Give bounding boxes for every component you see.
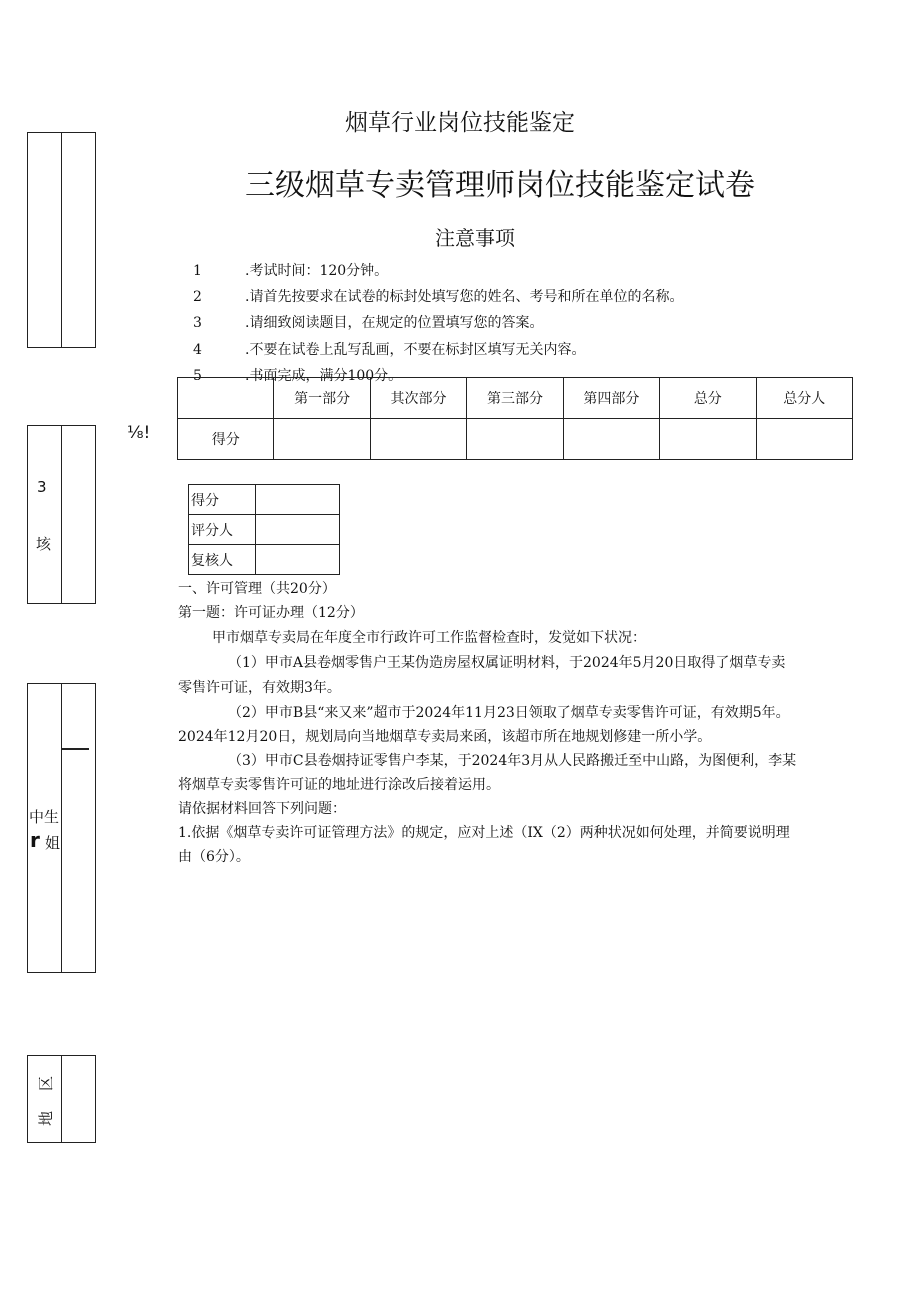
grader-cell[interactable] <box>256 545 340 575</box>
score-cell[interactable] <box>563 419 659 460</box>
score-row-label: 得分 <box>178 419 274 460</box>
binding-text-3: 3 <box>37 478 47 496</box>
binding-divider <box>61 684 62 972</box>
score-header-cell: 总分人 <box>756 378 852 419</box>
binding-text-di: 地 <box>37 1110 56 1127</box>
item-2-line-1: （2）甲市B县“来又来”超市于2024年11月23日领取了烟草专卖零售许可证，有效期5年。 <box>228 705 790 721</box>
binding-underline <box>61 748 89 750</box>
score-cell[interactable] <box>467 419 563 460</box>
binding-text-zhongsheng: 中生 <box>29 808 60 826</box>
notice-text: .请细致阅读题目，在规定的位置填写您的答案。 <box>245 315 544 331</box>
score-cell[interactable] <box>756 419 852 460</box>
score-header-cell <box>178 378 274 419</box>
question-1-line-1: 1.依据《烟草专卖许可证管理方法》的规定，应对上述（IX（2）两种状况如何处理，并简要说明理 <box>178 825 790 841</box>
item-1-line-2: 零售许可证，有效期3年。 <box>178 680 341 696</box>
score-cell[interactable] <box>660 419 756 460</box>
notice-num: 1 <box>193 263 202 279</box>
notice-text: .不要在试卷上乱写乱画，不要在标封区填写无关内容。 <box>245 342 586 358</box>
question-1-line-2: 由（6分）。 <box>178 849 250 865</box>
notice-text: .考试时间：120分钟。 <box>245 263 389 279</box>
score-table <box>177 377 853 460</box>
binding-text-r: r <box>30 828 40 852</box>
score-header-cell: 第一部分 <box>274 378 370 419</box>
score-side-mark: ⅛! <box>127 423 151 443</box>
notice-num: 2 <box>193 289 202 305</box>
notice-num: 4 <box>193 342 202 358</box>
section-title: 一、许可管理（共20分） <box>178 581 336 597</box>
question-intro: 甲市烟草专卖局在年度全市行政许可工作监督检查时，发觉如下状况： <box>212 630 646 646</box>
item-1-line-1: （1）甲市A县卷烟零售户王某伪造房屋权属证明材料，于2024年5月20日取得了烟草专卖 <box>228 655 786 671</box>
answer-prompt: 请依据材料回答下列问题： <box>178 801 346 817</box>
item-2-line-2: 2024年12月20日，规划局向当地烟草专卖局来函，该超市所在地规划修建一所小学。 <box>178 729 712 745</box>
notice-num: 3 <box>193 315 202 331</box>
grader-label: 得分 <box>189 485 256 515</box>
grader-label: 复核人 <box>189 545 256 575</box>
item-3-line-2: 将烟草专卖零售许可证的地址进行涂改后接着运用。 <box>178 777 500 793</box>
exam-title: 三级烟草专卖管理师岗位技能鉴定试卷 <box>245 168 755 203</box>
binding-text-qu: 区 <box>37 1075 56 1092</box>
score-cell[interactable] <box>370 419 466 460</box>
score-header-cell: 第四部分 <box>563 378 659 419</box>
grader-table <box>188 484 340 575</box>
binding-text-gai: 垓 <box>36 535 52 553</box>
notice-num: 5 <box>193 368 202 384</box>
score-header-cell: 总分 <box>660 378 756 419</box>
org-title: 烟草行业岗位技能鉴定 <box>345 110 575 136</box>
binding-divider <box>61 426 62 603</box>
score-header-cell: 第三部分 <box>467 378 563 419</box>
score-cell[interactable] <box>274 419 370 460</box>
notice-text: .请首先按要求在试卷的标封处填写您的姓名、考号和所在单位的名称。 <box>245 289 684 305</box>
score-header-cell: 其次部分 <box>370 378 466 419</box>
binding-box-2 <box>27 425 96 604</box>
notice-heading: 注意事项 <box>435 226 515 250</box>
binding-box-4 <box>27 1055 96 1143</box>
notice-text: .书面完成，满分100分。 <box>245 368 403 384</box>
item-3-line-1: （3）甲市C县卷烟持证零售户李某，于2024年3月从人民路搬迁至中山路，为图便利，李某 <box>228 753 797 769</box>
binding-divider <box>61 1056 62 1142</box>
binding-text-jie: 姐 <box>45 834 61 852</box>
question-title: 第一题：许可证办理（12分） <box>178 605 364 621</box>
grader-label: 评分人 <box>189 515 256 545</box>
grader-cell[interactable] <box>256 515 340 545</box>
grader-cell[interactable] <box>256 485 340 515</box>
